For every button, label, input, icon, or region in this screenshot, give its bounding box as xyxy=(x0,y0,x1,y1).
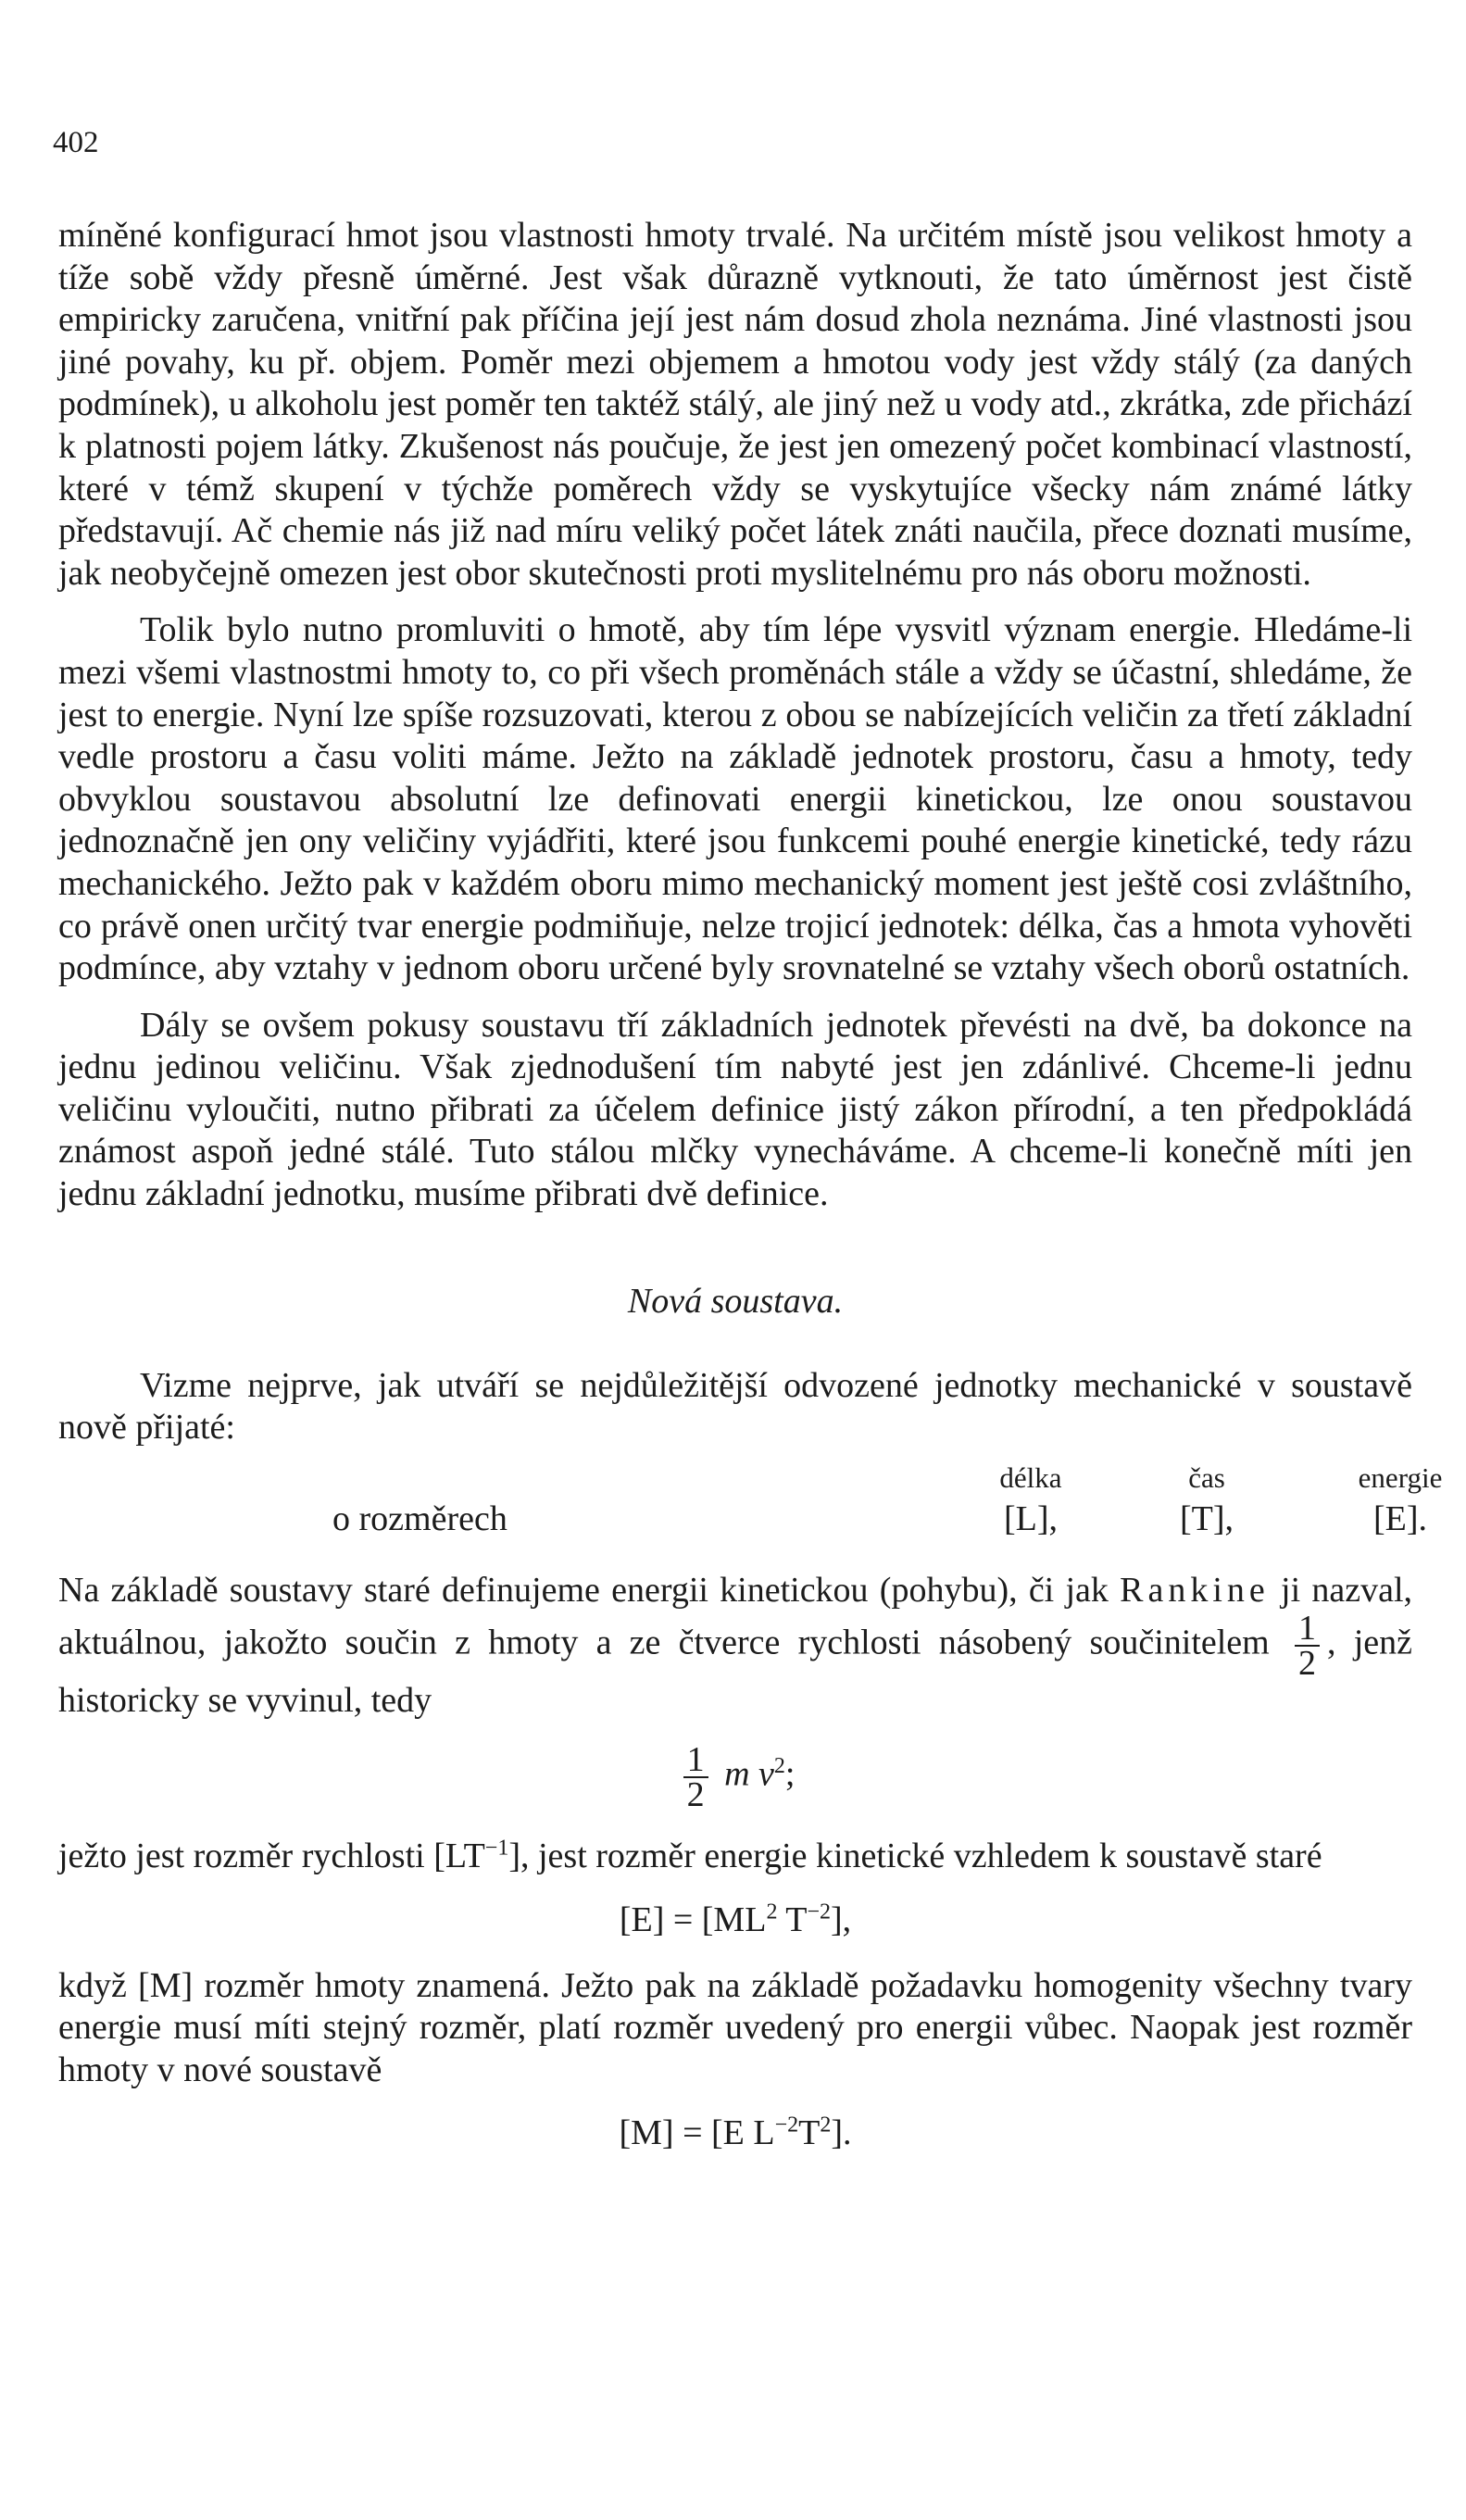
author-name: Rankine xyxy=(1120,1570,1270,1610)
formula-kinetic-energy: $\frac{1}{2}$ m $v^2$; xyxy=(58,1743,1412,1812)
dimension-prefix: o rozměrech xyxy=(332,1498,507,1538)
label-energy: energie xyxy=(1358,1461,1443,1494)
paragraph-1: míněné konfigurací hmot jsou vlastnosti hmoty trvalé. Na určitém místě jsou velikost hmoty a tíže sobě vždy přesně úměrné. Jest však důrazně vytknouti, že tato úměrnost jest čistě empiricky zaručena, vnitřní pak příčina její jest nám dosud zhola neznáma. Jiné vlastnosti jsou jiné povahy, ku př. objem. Poměr mezi objemem a hmotou vody jest vždy stálý (za daných podmínek), u alkoholu jest poměr ten taktéž stálý, ale jiný než u vody atd., zkrátka, zde přichází k platnosti pojem látky. Zkušenost nás poučuje, že jest jen omezený počet kombinací vlastností, které v témž skupení v týchže poměrech vždy se vyskytujíce všecky nám známé látky představují. Ač chemie nás již nad míru veliký počet látek znáti naučila, přece doznati musíme, jak neobyčejně omezen jest obor skutečnosti proti myslitelnému pro nás oboru možnosti. xyxy=(58,216,1412,593)
paragraph-4: Na základě soustavy staré definujeme energii kinetickou (pohybu), či jak Rankine ji nazval, aktuálnou, jakožto součin z hmoty a ze čtverce rychlosti násobený součinitelem $\frac{1}{2}$ , jenž historicky se vyvinul, tedy xyxy=(58,1570,1413,1721)
paragraph-2: Tolik bylo nutno promluviti o hmotě, aby tím lépe vysvitl význam energie. Hledáme-li mezi všemi vlastnostmi hmoty to, co při všech proměnách stále a vždy se účastní, shledáme, že jest to energie. Nyní lze spíše rozsuzovati, kterou z obou se nabízejících veličin za třetí základní vedle prostoru a času voliti máme. Ježto na základě jednotek prostoru, času a hmoty, tedy obvyklou soustavou absolutní lze definovati energii kinetickou, lze onou soustavou jednoznačně jen ony veličiny vyjádřiti, které jsou funkcemi pouhé energie kinetické, tedy rázu mechanického. Ježto pak v každém oboru mimo mechanický moment jest ještě cosi zvláštního, co právě onen určitý tvar energie podmiňuje, nelze trojicí jednotek: délka, čas a hmota vyhověti podmínce, aby vztahy v jednom oboru určené byly srovnatelné se vztahy všech oborů ostatních. xyxy=(58,610,1412,988)
page-number: 402 xyxy=(53,126,99,159)
label-length: délka xyxy=(999,1461,1062,1494)
value-energy: [E]. xyxy=(1372,1498,1428,1538)
intro-paragraph: Vizme nejprve, jak utváří se nejdůležitější odvozené jednotky mechanické v soustavě nově přijaté: xyxy=(58,1365,1412,1448)
formula-energy-dimension: $[E] = [ML^2$ $T^{-2}$], xyxy=(619,1899,852,1939)
paragraph-5: ježto jest rozměr rychlosti $[LT^{-1}]$, jest rozměr energie kinetické vzhledem k soustavě staré xyxy=(58,1836,1322,1876)
value-length: [L], xyxy=(1003,1498,1059,1538)
value-time: [T], xyxy=(1179,1498,1234,1538)
dimension-labels-row xyxy=(332,1461,1443,1496)
dimension-values-row xyxy=(332,1496,1428,1542)
body-text xyxy=(58,215,1443,2178)
formula-mass-dimension: [M] = [E $L^{-2}T^2$]. xyxy=(619,2113,852,2153)
paragraph-3: Dály se ovšem pokusy soustavu tří základních jednotek převésti na dvě, ba dokonce na jednu jedinou veličinu. Však zjednodušení tím nabyté jest jen zdánlivé. Chceme-li jednu veličinu vyloučiti, nutno přibrati za účelem definice jistý zákon přírodní, a ten předpokládá známost aspoň jedné stálé. Tuto stálou mlčky vynecháváme. A chceme-li konečně míti jen jednu základní jednotku, musíme přibrati dvě definice. xyxy=(58,1005,1412,1214)
section-heading: Nová soustava. xyxy=(627,1281,844,1321)
fraction-half: $\frac{1}{2}$ xyxy=(1295,1611,1320,1680)
label-time: čas xyxy=(1188,1461,1225,1494)
paragraph-6: když [M] rozměr hmoty znamená. Ježto pak na základě požadavku homogenity všechny tvary energie musí míti stejný rozměr, platí rozměr uvedený pro energii vůbec. Naopak jest rozměr hmoty v nové soustavě xyxy=(58,1965,1412,2089)
